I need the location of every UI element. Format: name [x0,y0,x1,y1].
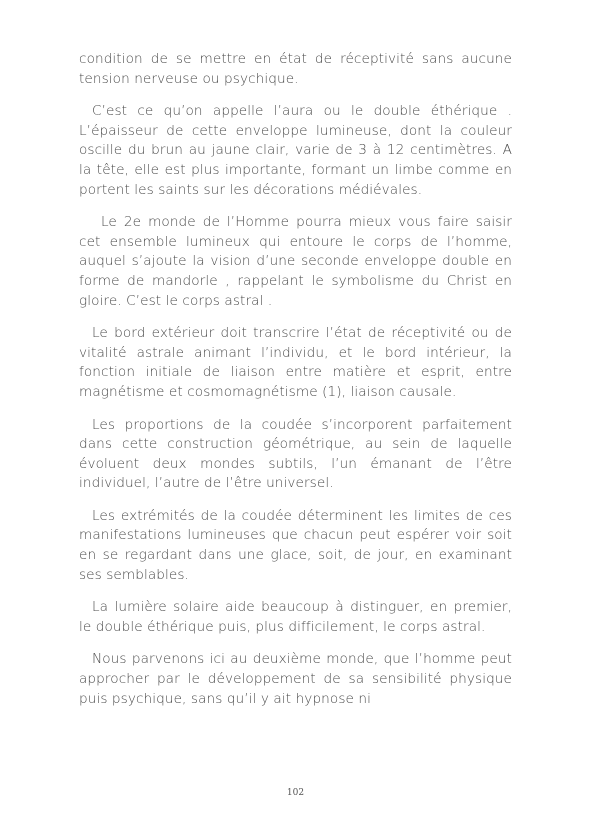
paragraph-3: Le 2e monde de l’Homme pourra mieux vous faire saisir cet ensemble lumineux qui entoure le corps de l’homme, auquel s’ajoute la vision d’une seconde enveloppe double en forme de mandorle , rappelant le symbolisme du Christ en gloire. C’est le corps astral . [79,214,512,309]
page-number: 102 [286,788,305,798]
paragraph-1: condition de se mettre en état de réceptivité sans aucune tension nerveuse ou psychique. [79,51,512,87]
paragraph-2: C’est ce qu’on appelle l’aura ou le double éthérique . L’épaisseur de cette enveloppe lumineuse, dont la couleur oscille du brun au jaune clair, varie de 3 à 12 centimètres. A la tête, elle est plus importante, formant un limbe comme en portent les saints sur les décorations médiévales. [79,103,512,198]
paragraph-4: Le bord extérieur doit transcrire l’état de réceptivité ou de vitalité astrale animant l’individu, et le bord intérieur, la fonction initiale de liaison entre matière et esprit, entre magnétisme et cosmomagnétisme (1), liaison causale. [79,325,512,400]
paragraph-8: Nous parvenons ici au deuxième monde, que l’homme peut approcher par le développement de sa sensibilité physique puis psychique, sans qu’il y ait hypnose ni [79,651,512,707]
paragraph-5: Les proportions de la coudée s’incorporent parfaitement dans cette construction géométrique, au sein de laquelle évoluent deux mondes subtils, l’un émanant de l’être individuel, l’autre de l’être universel. [79,416,512,492]
body-text [79,50,512,722]
paragraph-6: Les extrémités de la coudée déterminent les limites de ces manifestations lumineuses que chacun peut espérer voir soit en se regardant dans une glace, soit, de jour, en examinant ses semblables. [79,507,512,583]
paragraph-7: La lumière solaire aide beaucoup à distinguer, en premier, le double éthérique puis, plus difficilement, le corps astral. [79,599,512,635]
